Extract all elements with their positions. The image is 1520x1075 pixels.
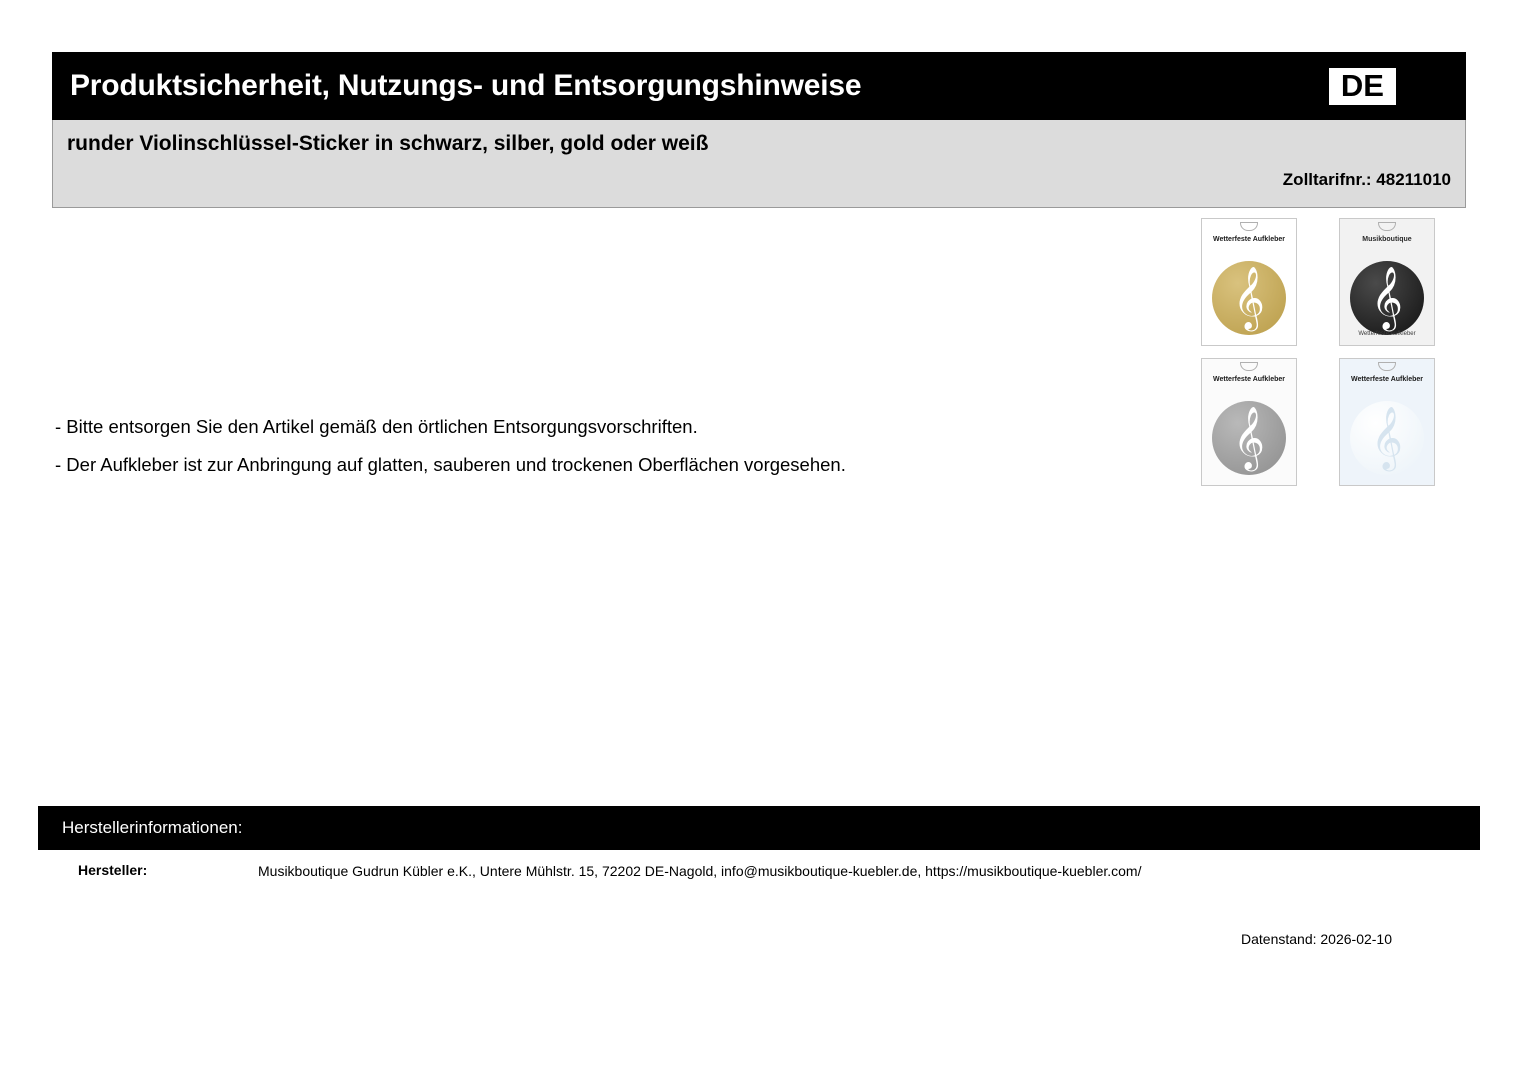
- treble-clef-icon: 𝄞: [1371, 406, 1403, 469]
- notes-list: [55, 408, 1155, 484]
- treble-clef-icon: 𝄞: [1233, 266, 1265, 329]
- pack-caption: Musikboutique: [1362, 236, 1412, 243]
- product-image-grid: [1200, 218, 1468, 490]
- pack-caption: Wetterfeste Aufkleber: [1213, 376, 1285, 383]
- pack-caption: Wetterfeste Aufkleber: [1351, 376, 1423, 383]
- hang-hole-icon: [1378, 362, 1396, 371]
- treble-clef-icon: 𝄞: [1371, 266, 1403, 329]
- tariff-number: Zolltarifnr.: 48211010: [1282, 170, 1451, 189]
- datestamp: Datenstand: 2026-02-10: [1241, 931, 1392, 947]
- sticker-disc-gold: [1212, 261, 1286, 335]
- language-badge: DE: [1329, 68, 1396, 105]
- treble-clef-icon: 𝄞: [1233, 406, 1265, 469]
- page-title: Produktsicherheit, Nutzungs- und Entsorgungshinweise: [70, 69, 862, 102]
- hang-hole-icon: [1378, 222, 1396, 231]
- note-item: - Bitte entsorgen Sie den Artikel gemäß den örtlichen Entsorgungsvorschriften.: [55, 416, 698, 437]
- product-image-gold: [1201, 218, 1297, 346]
- product-title: runder Violinschlüssel-Sticker in schwarz, silber, gold oder weiß: [67, 132, 709, 155]
- note-item: - Der Aufkleber ist zur Anbringung auf glatten, sauberen und trockenen Oberflächen vorgesehen.: [55, 454, 846, 475]
- pack-subcaption: Wetterfeste Aufkleber: [1358, 331, 1416, 337]
- hang-hole-icon: [1240, 362, 1258, 371]
- header: [52, 52, 1466, 208]
- pack-caption: Wetterfeste Aufkleber: [1213, 236, 1285, 243]
- sticker-disc-white: [1350, 401, 1424, 475]
- sticker-disc-silver: [1212, 401, 1286, 475]
- product-image-silver: [1201, 358, 1297, 486]
- product-image-white: [1339, 358, 1435, 486]
- product-image-black: [1339, 218, 1435, 346]
- hang-hole-icon: [1240, 222, 1258, 231]
- manufacturer-section-title: Herstellerinformationen:: [38, 806, 1480, 850]
- header-bar: [52, 52, 1466, 120]
- manufacturer-label: Hersteller:: [78, 862, 148, 878]
- subheader: [52, 120, 1466, 208]
- sticker-disc-black: [1350, 261, 1424, 335]
- manufacturer-value: Musikboutique Gudrun Kübler e.K., Untere Mühlstr. 15, 72202 DE-Nagold, info@musikboutique-kuebler.de, https://musikboutique-kuebler.com/: [258, 863, 1142, 879]
